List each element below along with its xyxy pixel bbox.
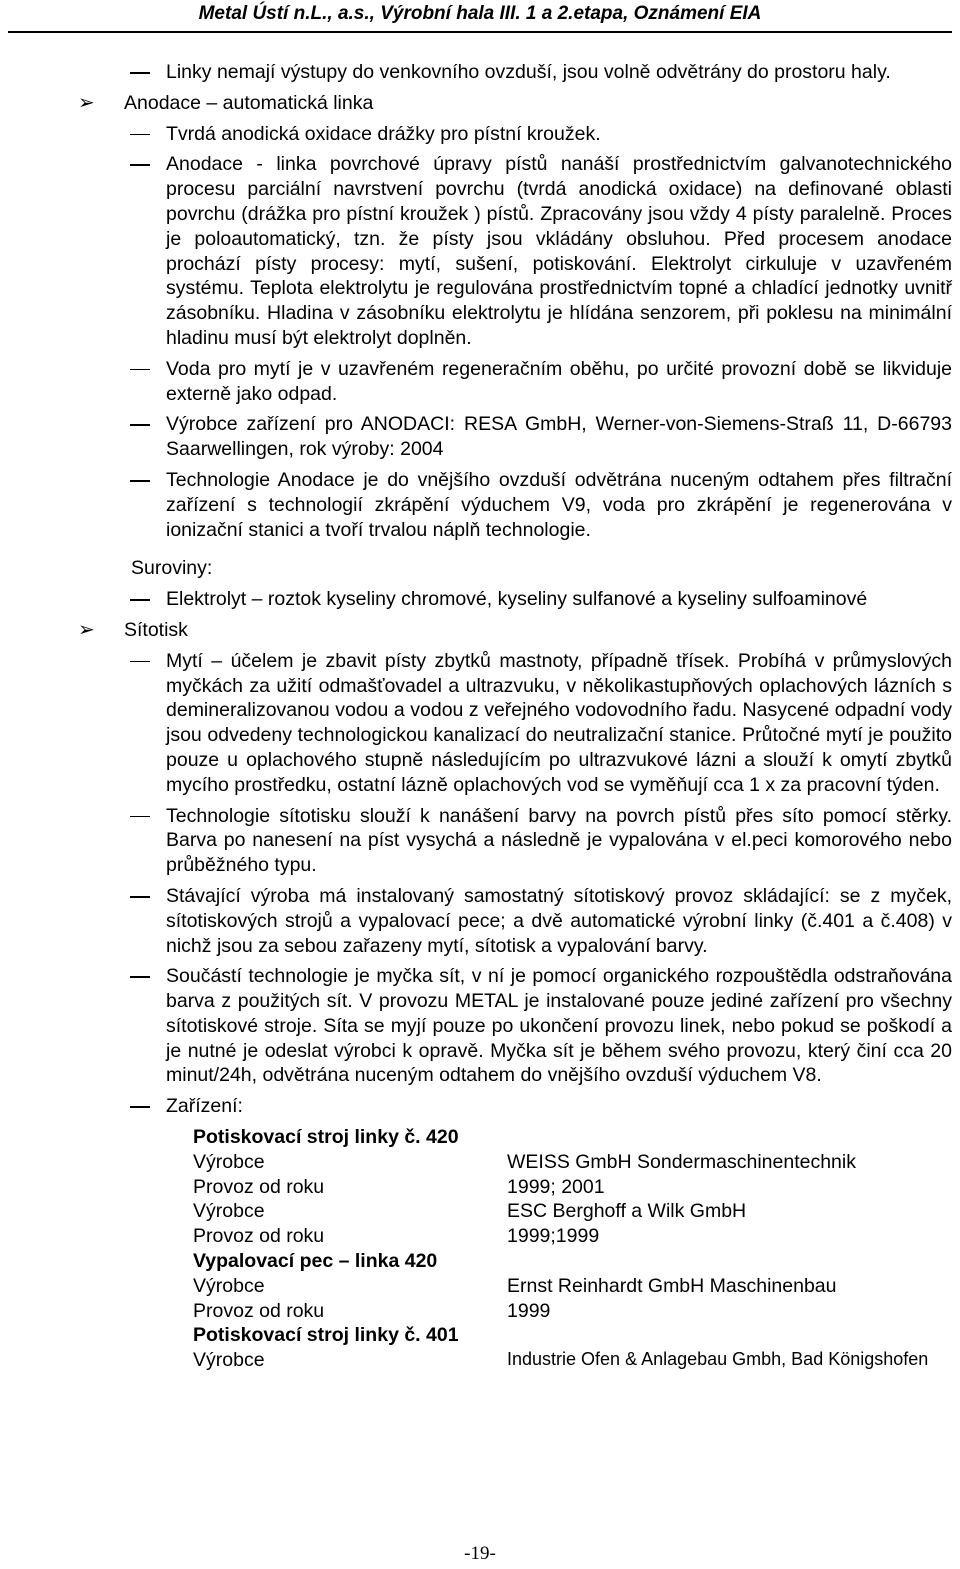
dash-list-item (0, 587, 960, 612)
page-header: Metal Ústí n.L., a.s., Výrobní hala III. 1 a 2.etapa, Oznámení EIA (198, 3, 762, 24)
list-item-text: Technologie sítotisku slouží k nanášení barvy na povrch pístů přes síto pomocí stěrky. Barva po nanesení na píst vysychá a následně je vypalována v el.peci komorového nebo průběžného typu. (166, 804, 952, 877)
list-item-text: Technologie Anodace je do vnějšího ovzduší odvětrána nuceným odtahem přes filtrační zařízení s technologií zkrápění výduchem V9, voda pro zkrápění je regenerována v ionizační stanici a tvoří trvalou náplň technologie. (166, 468, 952, 541)
dash-list-item (0, 152, 960, 350)
equipment-label: Provoz od roku (193, 1175, 325, 1198)
section-heading (0, 618, 960, 643)
dash-list-item (0, 649, 960, 798)
dash-bullet-icon (130, 976, 150, 978)
table-row (193, 1199, 941, 1224)
equipment-label: Výrobce (193, 1200, 265, 1223)
table-row (193, 1348, 941, 1373)
list-item-text: Voda pro mytí je v uzavřeném regeneračním oběhu, po určité provozní době se likviduje externě jako odpad. (166, 357, 952, 405)
table-row (193, 1224, 941, 1249)
arrow-bullet-icon: ➢ (78, 618, 95, 641)
equipment-title: Potiskovací stroj linky č. 401 (193, 1324, 459, 1347)
table-row (193, 1323, 941, 1348)
section-heading-text: Sítotisk (124, 618, 188, 641)
equipment-value: 1999;1999 (507, 1225, 600, 1248)
table-row (193, 1125, 941, 1150)
dash-list-item (0, 1094, 960, 1119)
list-item-text: Stávající výroba má instalovaný samostatný sítotiskový provoz skládající: se z myček, sítotiskových strojů a vypalovací pece; a dvě automatické výrobní linky (č.401 a č.408) v nichž jsou za sebou zařazeny mytí, sítotisk a vypalování barvy. (166, 884, 952, 957)
dash-bullet-icon (130, 896, 150, 898)
list-item-text: Tvrdá anodická oxidace drážky pro pístní kroužek. (166, 122, 601, 145)
dash-bullet-icon (130, 72, 150, 74)
dash-bullet-icon (130, 816, 150, 818)
dash-list-item (0, 412, 960, 462)
equipment-value: 1999; 2001 (507, 1175, 605, 1198)
equipment-label: Výrobce (193, 1274, 265, 1297)
equipment-value: Ernst Reinhardt GmbH Maschinenbau (507, 1274, 837, 1297)
dash-list-item (0, 964, 960, 1088)
equipment-title: Vypalovací pec – linka 420 (193, 1250, 438, 1273)
header-rule (8, 31, 952, 33)
dash-list-item (0, 122, 960, 147)
dash-bullet-icon (130, 599, 150, 601)
equipment-value: Industrie Ofen & Anlagebau Gmbh, Bad Königshofen (507, 1349, 929, 1370)
section-heading-text: Anodace – automatická linka (124, 91, 374, 114)
dash-bullet-icon (130, 661, 150, 663)
list-item-text: Elektrolyt – roztok kyseliny chromové, kyseliny sulfanové a kyseliny sulfoaminové (166, 588, 868, 611)
dash-list-item (0, 804, 960, 878)
page-number: -19- (464, 1543, 496, 1564)
dash-bullet-icon (130, 480, 150, 482)
table-row (193, 1150, 941, 1175)
list-item-text: Mytí – účelem je zbavit písty zbytků mastnoty, případně třísek. Probíhá v průmyslových myčkách za užití odmašťovadel a ultrazvuku, v několikastupňových oplachových lázních s demineralizovanou vodou a vodou z veřejného vodovodního řadu. Nasycené odpadní vody jsou odvedeny technologickou kanalizací do neutralizační stanice. Průtočné mytí je použito pouze u oplachového stupně následujícím po ultrazvukové lázni a slouží k omytí zbytků mycího prostředku, ostatní lázně oplachových vod se vyměňují cca 1 x za pracovní týden. (166, 649, 952, 796)
document-body (0, 60, 960, 1373)
equipment-value: ESC Berghoff a Wilk GmbH (507, 1200, 747, 1223)
equipment-title: Potiskovací stroj linky č. 420 (193, 1126, 459, 1149)
table-row (193, 1274, 941, 1299)
dash-bullet-icon (130, 424, 150, 426)
list-item-text: Výrobce zařízení pro ANODACI: RESA GmbH, Werner-von-Siemens-Straß 11, D-66793 Saarwellingen, rok výroby: 2004 (166, 413, 952, 461)
dash-list-item (0, 468, 960, 542)
table-row (193, 1299, 941, 1324)
dash-bullet-icon (130, 369, 150, 371)
dash-list-item (0, 357, 960, 407)
arrow-bullet-icon: ➢ (78, 91, 95, 114)
equipment-label: Výrobce (193, 1150, 265, 1173)
equipment-table (193, 1125, 941, 1373)
dash-bullet-icon (130, 164, 150, 166)
list-item-text: Součástí technologie je myčka sít, v ní je pomocí organického rozpouštědla odstraňována barva z použitých sít. V provozu METAL je instalované pouze jediné zařízení pro všechny sítotiskové stroje. Síta se myjí pouze po ukončení provozu linek, nebo pokud se poškodí a je nutné je odeslat výrobci k opravě. Myčka sít je během svého provozu, který činí cca 20 minut/24h, odvětrána nuceným odtahem do vnějšího ovzduší výduchem V8. (166, 965, 952, 1087)
table-row (193, 1175, 941, 1200)
table-row (193, 1249, 941, 1274)
dash-list-item (0, 60, 960, 85)
equipment-label: Výrobce (193, 1349, 265, 1372)
dash-bullet-icon (130, 134, 150, 136)
section-heading (0, 91, 960, 116)
equipment-label: Provoz od roku (193, 1225, 325, 1248)
equipment-value: 1999 (507, 1299, 551, 1322)
dash-list-item (0, 884, 960, 958)
list-item-text: Anodace - linka povrchové úpravy pístů nanáší prostřednictvím galvanotechnického procesu parciální navrstvení povrchu (tvrdá anodická oxidace) na definované oblasti povrchu (drážka pro pístní kroužek ) pístů. Zpracovány jsou vždy 4 písty paralelně. Proces je poloautomatický, tzn. že písty jsou vkládány obsluhou. Před procesem anodace prochází písty procesy: mytí, sušení, potiskování. Elektrolyt cirkuluje v uzavřeném systému. Teplota elektrolytu je regulována prostřednictvím topné a chladící jednotky uvnitř zásobníku. Hladina v zásobníku elektrolytu je hlídána senzorem, při poklesu na minimální hladinu musí být elektrolyt doplněn. (166, 153, 952, 349)
list-item-text: Zařízení: (166, 1095, 243, 1118)
list-item-text: Linky nemají výstupy do venkovního ovzduší, jsou volně odvětrány do prostoru haly. (166, 61, 891, 83)
equipment-label: Provoz od roku (193, 1299, 325, 1322)
equipment-value: WEISS GmbH Sondermaschinentechnik (507, 1150, 856, 1173)
dash-bullet-icon (130, 1106, 150, 1108)
subheading: Suroviny: (131, 557, 213, 580)
